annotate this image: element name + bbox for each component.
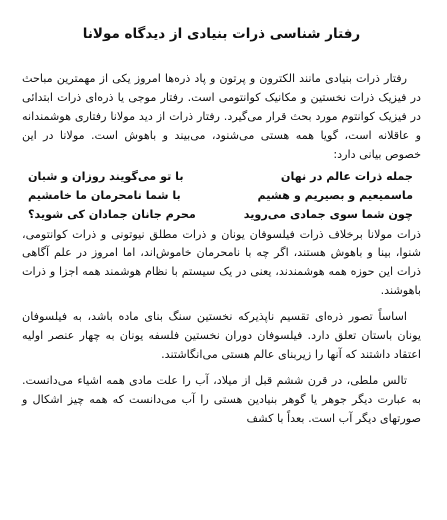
poem-hemistich-left: با شما نامحرمان ما خامشیم bbox=[28, 188, 181, 202]
poem-hemistich-right: چون شما سوی جمادی می‌روید bbox=[243, 207, 413, 221]
paragraph-mowlana-particles: ذرات مولانا برخلاف ذرات فیلسوفان یونان و ذرات مطلق نیوتونی و ذرات کوانتومی، شنوا، بینا و باهوش هستند، اگر چه با نامحرمان خاموش‌اند، اما امروز در علم آگاهی ذرات این حوزه همه هوشمندند، یعنی در یک سیستم با نظام هوشمند همه اجزا و ذرات باهوشند. bbox=[22, 227, 421, 298]
paragraph-intro: رفتار ذرات بنیادی مانند الکترون و پرتون و پاد ذره‌ها امروز یکی از مهمترین مباحث در فیزیک ذرات نخستین و مکانیک کوانتومی است. رفتار موجی یا ذره‌ای ذرات ابتدائی در فیزیک کوانتوم مورد بحث قرار می‌گیرد. رفتار ذرات از دید مولانا رفتاری هوشمندانه و عاقلانه است، گویا همه هستی می‌شنود، می‌بیند و باهوش است. مولانا در این خصوص بیانی دارد: bbox=[22, 72, 421, 161]
poem-block bbox=[22, 167, 421, 224]
poem-verse bbox=[22, 186, 421, 205]
poem-hemistich-left: با تو می‌گویند روزان و شبان bbox=[28, 169, 184, 183]
poem-hemistich-left: محرم جانان جمادان کی شوید؟ bbox=[28, 207, 196, 221]
page-title: رفتار شناسی ذرات بنیادی از دیدگاه مولانا bbox=[82, 26, 361, 42]
paragraph-greek-philosophers: اساساً تصور ذره‌ای تقسیم ناپذیرکه نخستین سنگ بنای ماده باشد، به فیلسوفان یونان باستان تعلق دارد. فیلسوفان دوران نخستین فلسفه یونان به چهار عنصر اولیه اعتقاد داشتند که آنها را زیربنای عالم هستی می‌انگاشتند. bbox=[22, 310, 421, 361]
poem-hemistich-right: ماسمیعیم و بصیریم و هشیم bbox=[257, 188, 413, 202]
paragraph-thales: تالس ملطی، در قرن ششم قبل از میلاد، آب را علت مادی همه اشیاء می‌دانست. به عبارت دیگر جوهر یا گوهر بنیادین هستی را آب می‌دانست که همه چیز اشکال و صورتهای دیگر آب است. بعداً با کشف bbox=[22, 373, 421, 425]
poem-verse bbox=[22, 205, 421, 224]
poem-hemistich-right: جمله ذرات عالم در نهان bbox=[280, 169, 413, 183]
poem-verse bbox=[22, 167, 421, 186]
section-intro bbox=[22, 70, 421, 165]
